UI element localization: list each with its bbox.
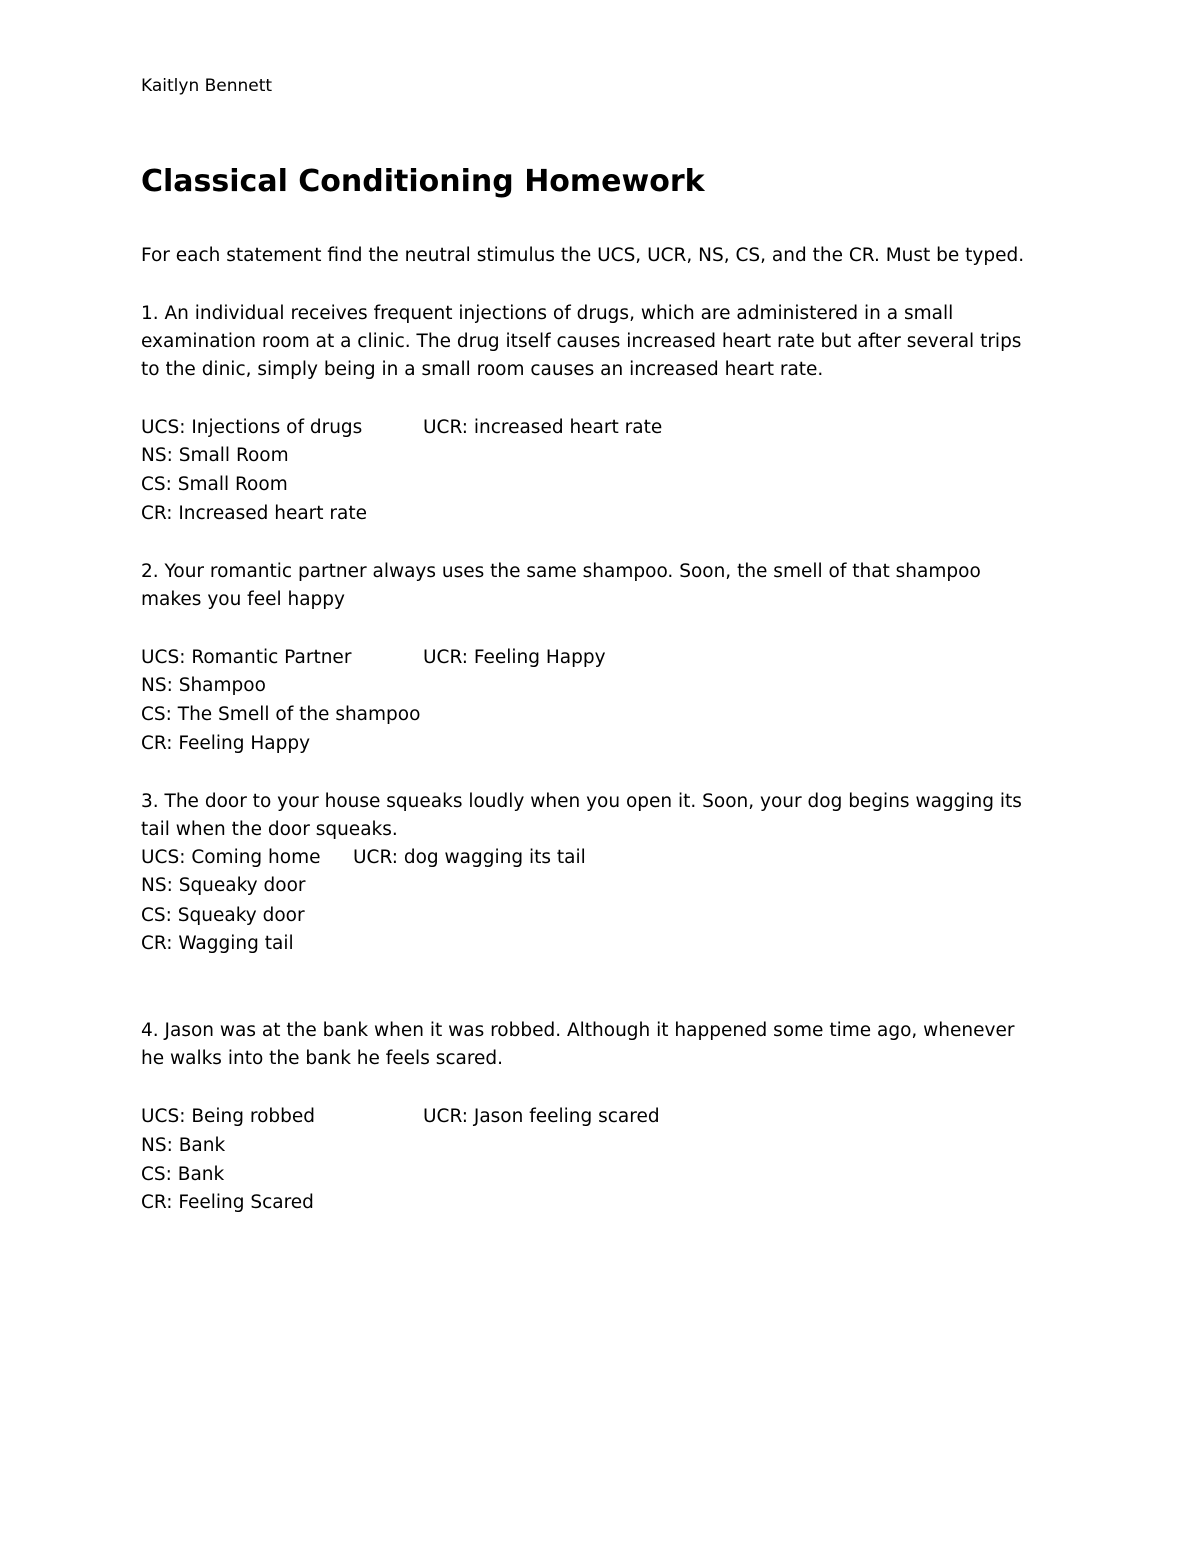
question-1-line-1: 1. An individual receives frequent injections of drugs, which are administered in a small: [141, 303, 954, 324]
question-3-ucs: UCS: Coming home: [141, 847, 321, 868]
question-4-line-1: 4. Jason was at the bank when it was robbed. Although it happened some time ago, whenever: [141, 1020, 1015, 1041]
question-3-ucr: UCR: dog wagging its tail: [353, 847, 586, 868]
question-3-line-2: tail when the door squeaks.: [141, 819, 398, 840]
author-name: Kaitlyn Bennett: [141, 76, 273, 96]
question-2-cr: CR: Feeling Happy: [141, 733, 311, 754]
question-4-ucs: UCS: Being robbed: [141, 1106, 316, 1127]
document-title: Classical Conditioning Homework: [141, 164, 705, 199]
question-1-ucr: UCR: increased heart rate: [423, 417, 663, 438]
question-2-ns: NS: Shampoo: [141, 675, 266, 696]
question-2-ucs: UCS: Romantic Partner: [141, 647, 352, 668]
question-4-ns: NS: Bank: [141, 1135, 226, 1156]
question-2-line-1: 2. Your romantic partner always uses the same shampoo. Soon, the smell of that shampoo: [141, 561, 981, 582]
question-3-cr: CR: Wagging tail: [141, 933, 294, 954]
question-4-cs: CS: Bank: [141, 1164, 225, 1185]
question-2-line-2: makes you feel happy: [141, 589, 345, 610]
question-4-cr: CR: Feeling Scared: [141, 1192, 314, 1213]
question-1-line-3: to the dinic, simply being in a small room causes an increased heart rate.: [141, 359, 824, 380]
question-4-ucr: UCR: Jason feeling scared: [423, 1106, 660, 1127]
question-2-ucr: UCR: Feeling Happy: [423, 647, 606, 668]
question-3-line-1: 3. The door to your house squeaks loudly when you open it. Soon, your dog begins wagging its: [141, 791, 1022, 812]
question-1-ucs: UCS: Injections of drugs: [141, 417, 363, 438]
question-1-line-2: examination room at a clinic. The drug itself causes increased heart rate but after several trips: [141, 331, 1022, 352]
question-4-line-2: he walks into the bank he feels scared.: [141, 1048, 504, 1069]
instructions-text: For each statement find the neutral stimulus the UCS, UCR, NS, CS, and the CR. Must be typed.: [141, 245, 1025, 266]
question-1-cs: CS: Small Room: [141, 474, 288, 495]
question-1-cr: CR: Increased heart rate: [141, 503, 367, 524]
question-3-ns: NS: Squeaky door: [141, 875, 306, 896]
question-1-ns: NS: Small Room: [141, 445, 289, 466]
question-2-cs: CS: The Smell of the shampoo: [141, 704, 421, 725]
question-3-cs: CS: Squeaky door: [141, 905, 305, 926]
